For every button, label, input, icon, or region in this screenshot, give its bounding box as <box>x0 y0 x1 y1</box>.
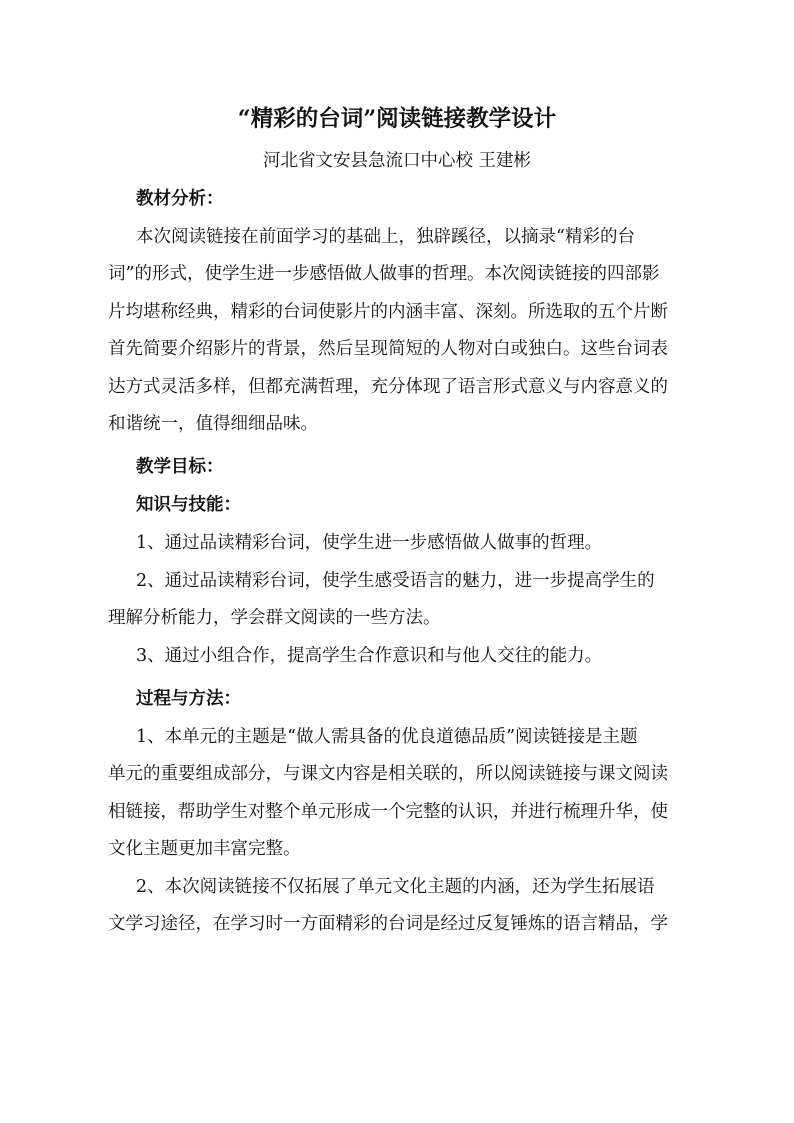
process-heading: 过程与方法： <box>136 689 241 710</box>
paragraph-line: 文学习途径，在学习时一方面精彩的台词是经过反复锤炼的语言精品，学 <box>108 914 668 935</box>
analysis-heading: 教材分析： <box>136 189 224 209</box>
paragraph-line: 和谐统一，值得细细品味。 <box>108 414 318 435</box>
paragraph-line: 文化主题更加丰富完整。 <box>108 839 301 860</box>
author-line: 河北省文安县急流口中心校 王建彬 <box>262 151 532 171</box>
process-item-2 <box>108 869 686 944</box>
paragraph-line: 3、通过小组合作，提高学生合作意识和与他人交往的能力。 <box>136 645 603 666</box>
process-item-1 <box>108 719 686 869</box>
paragraph-line: 相链接，帮助学生对整个单元形成一个完整的认识，并进行梳理升华，使 <box>108 801 668 822</box>
knowledge-heading: 知识与技能： <box>136 495 241 516</box>
paragraph-line: 片均堪称经典，精彩的台词使影片的内涵丰富、深刻。所选取的五个片断 <box>108 301 668 322</box>
paragraph-line: 2、本次阅读链接不仅拓展了单元文化主题的内涵，还为学生拓展语 <box>136 876 655 897</box>
paragraph-line: 1、本单元的主题是“做人需具备的优良道德品质”阅读链接是主题 <box>136 727 638 748</box>
paragraph-line: 1、通过品读精彩台词，使学生进一步感悟做人做事的哲理。 <box>136 533 603 554</box>
paragraph-line: 达方式灵活多样，但都充满哲理，充分体现了语言形式意义与内容意义的 <box>108 376 668 397</box>
knowledge-item-2 <box>108 563 686 638</box>
paragraph-line: 2、通过品读精彩台词，使学生感受语言的魅力，进一步提高学生的 <box>136 570 655 591</box>
paragraph-line: 词”的形式，使学生进一步感悟做人做事的哲理。本次阅读链接的四部影 <box>108 264 660 285</box>
paragraph-line: 本次阅读链接在前面学习的基础上，独辟蹊径，以摘录“精彩的台 <box>136 227 635 247</box>
knowledge-item-3 <box>108 638 686 675</box>
goals-heading: 教学目标： <box>136 457 224 478</box>
paragraph-line: 首先简要介绍影片的背景，然后呈现简短的人物对白或独白。这些台词表 <box>108 339 668 360</box>
document-title: “精彩的台词”阅读链接教学设计 <box>237 106 557 132</box>
knowledge-item-1 <box>108 525 686 562</box>
analysis-paragraph <box>108 219 686 443</box>
paragraph-line: 理解分析能力，学会群文阅读的一些方法。 <box>108 608 441 629</box>
paragraph-line: 单元的重要组成部分，与课文内容是相关联的，所以阅读链接与课文阅读 <box>108 764 668 785</box>
